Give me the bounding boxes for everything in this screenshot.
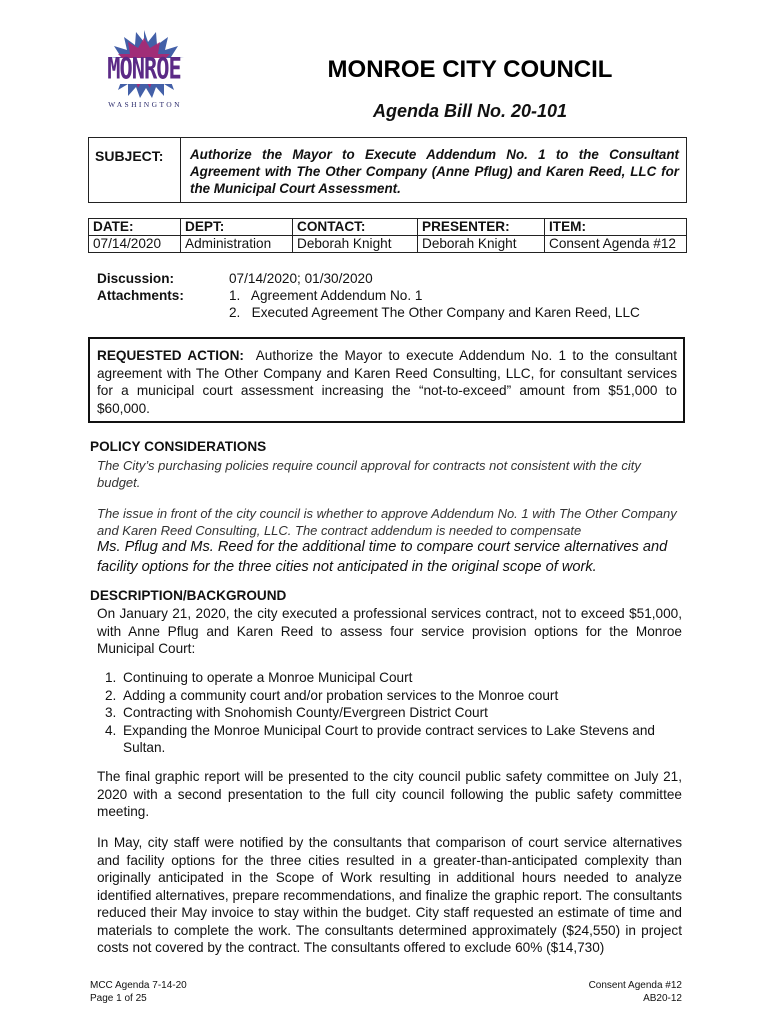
subject-divider <box>180 138 181 202</box>
info-table-value-row <box>89 236 687 253</box>
list-item-number: 4. <box>105 722 117 738</box>
contact-header: CONTACT: <box>293 219 418 236</box>
list-item-text: Continuing to operate a Monroe Municipal Court <box>123 670 413 685</box>
presenter-header: PRESENTER: <box>418 219 545 236</box>
list-item-text: Contracting with Snohomish County/Evergreen District Court <box>123 705 488 720</box>
description-heading: DESCRIPTION/BACKGROUND <box>90 588 287 603</box>
list-item <box>105 687 685 705</box>
requested-action-text: Authorize the Mayor to execute Addendum No. 1 to the consultant agreement with The Other Company and Karen Reed Consulting, LLC, for consultant services for a municipal court assessment increasing the “not-to-exceed” amount from $51,000 to $60,000. <box>97 348 678 416</box>
subject-label: SUBJECT: <box>95 148 164 164</box>
info-table-header-row <box>89 219 687 236</box>
policy-heading: POLICY CONSIDERATIONS <box>90 439 267 454</box>
footer-agenda: MCC Agenda 7-14-20 <box>90 980 187 991</box>
date-header: DATE: <box>89 219 181 236</box>
item-value: Consent Agenda #12 <box>545 236 687 253</box>
list-item-number: 1. <box>105 670 117 685</box>
list-item-number: 2. <box>105 687 117 703</box>
contact-value: Deborah Knight <box>293 236 418 253</box>
attachments-label: Attachments: <box>97 288 184 303</box>
dept-header: DEPT: <box>181 219 293 236</box>
list-item-number: 3. <box>105 705 117 720</box>
options-list <box>105 669 685 757</box>
discussion-value: 07/14/2020; 01/30/2020 <box>229 271 373 286</box>
logo-wordmark: MONROE <box>107 52 181 87</box>
policy-paragraph: Ms. Pflug and Ms. Reed for the additional time to compare court service alternatives and facility options for the three cities not anticipated in the original scope of work. <box>97 539 668 575</box>
footer-left <box>90 979 187 1005</box>
page-title: MONROE CITY COUNCIL <box>327 56 613 83</box>
agenda-bill-number: Agenda Bill No. 20-101 <box>372 101 568 121</box>
footer-bill-code: AB20-12 <box>643 993 682 1004</box>
attachment-item: 1. Agreement Addendum No. 1 <box>229 288 423 303</box>
presenter-value: Deborah Knight <box>418 236 545 253</box>
discussion-label: Discussion: <box>97 271 175 286</box>
item-header: ITEM: <box>545 219 687 236</box>
list-item-text: Adding a community court and/or probation services to the Monroe court <box>123 687 559 703</box>
requested-action-paragraph <box>97 347 677 417</box>
may-update-paragraph: In May, city staff were notified by the consultants that comparison of court service alternatives and facility options for the three cities resulted in a greater-than-anticipated complexity than originally anticipated in the Scope of Work resulting in additional hours needed to analyze identified alternatives, prepare recommendations, and finalize the graphic report. The consultants reduced their May invoice to stay within the budget. City staff requested an estimate of time and materials to complete the work. The consultants determined approximately ($24,550) in project costs not covered by the contract. The consultants offered to exclude 60% ($14,730) <box>97 835 682 955</box>
list-item <box>105 722 685 757</box>
policy-paragraph: The issue in front of the city council is whether to approve Addendum No. 1 with The Other Company and Karen Reed Consulting, LLC. The contract addendum is needed to compensate <box>97 506 677 538</box>
requested-action-box <box>88 337 685 423</box>
footer-page-number: Page 1 of 25 <box>90 993 147 1004</box>
list-item-text: Expanding the Monroe Municipal Court to provide contract services to Lake Stevens and Sultan. <box>123 722 655 755</box>
date-value: 07/14/2020 <box>89 236 181 253</box>
logo-caption: WASHINGTON <box>108 100 182 109</box>
dept-value: Administration <box>181 236 293 253</box>
list-item <box>105 669 685 687</box>
policy-paragraph: The City’s purchasing policies require council approval for contracts not consistent with the city budget. <box>97 458 641 490</box>
footer-right <box>589 979 682 1005</box>
subject-box <box>88 137 687 203</box>
list-item <box>105 704 685 722</box>
final-report-paragraph: The final graphic report will be presented to the city council public safety committee on July 21, 2020 with a second presentation to the full city council following the public safety committee meeting. <box>97 769 682 819</box>
requested-action-label: REQUESTED ACTION: <box>97 348 244 363</box>
description-intro: On January 21, 2020, the city executed a professional services contract, not to exceed $51,000, with Anne Pflug and Karen Reed to assess four service provision options for the Monroe Municipal Court: <box>97 606 682 656</box>
footer-consent-agenda: Consent Agenda #12 <box>588 980 682 991</box>
subject-text: Authorize the Mayor to Execute Addendum No. 1 to the Consultant Agreement with The Other Company (Anne Pflug) and Karen Reed, LLC for the Municipal Court Assessment. <box>190 147 679 196</box>
attachment-item: 2. Executed Agreement The Other Company and Karen Reed, LLC <box>229 305 640 320</box>
info-table <box>88 218 687 253</box>
